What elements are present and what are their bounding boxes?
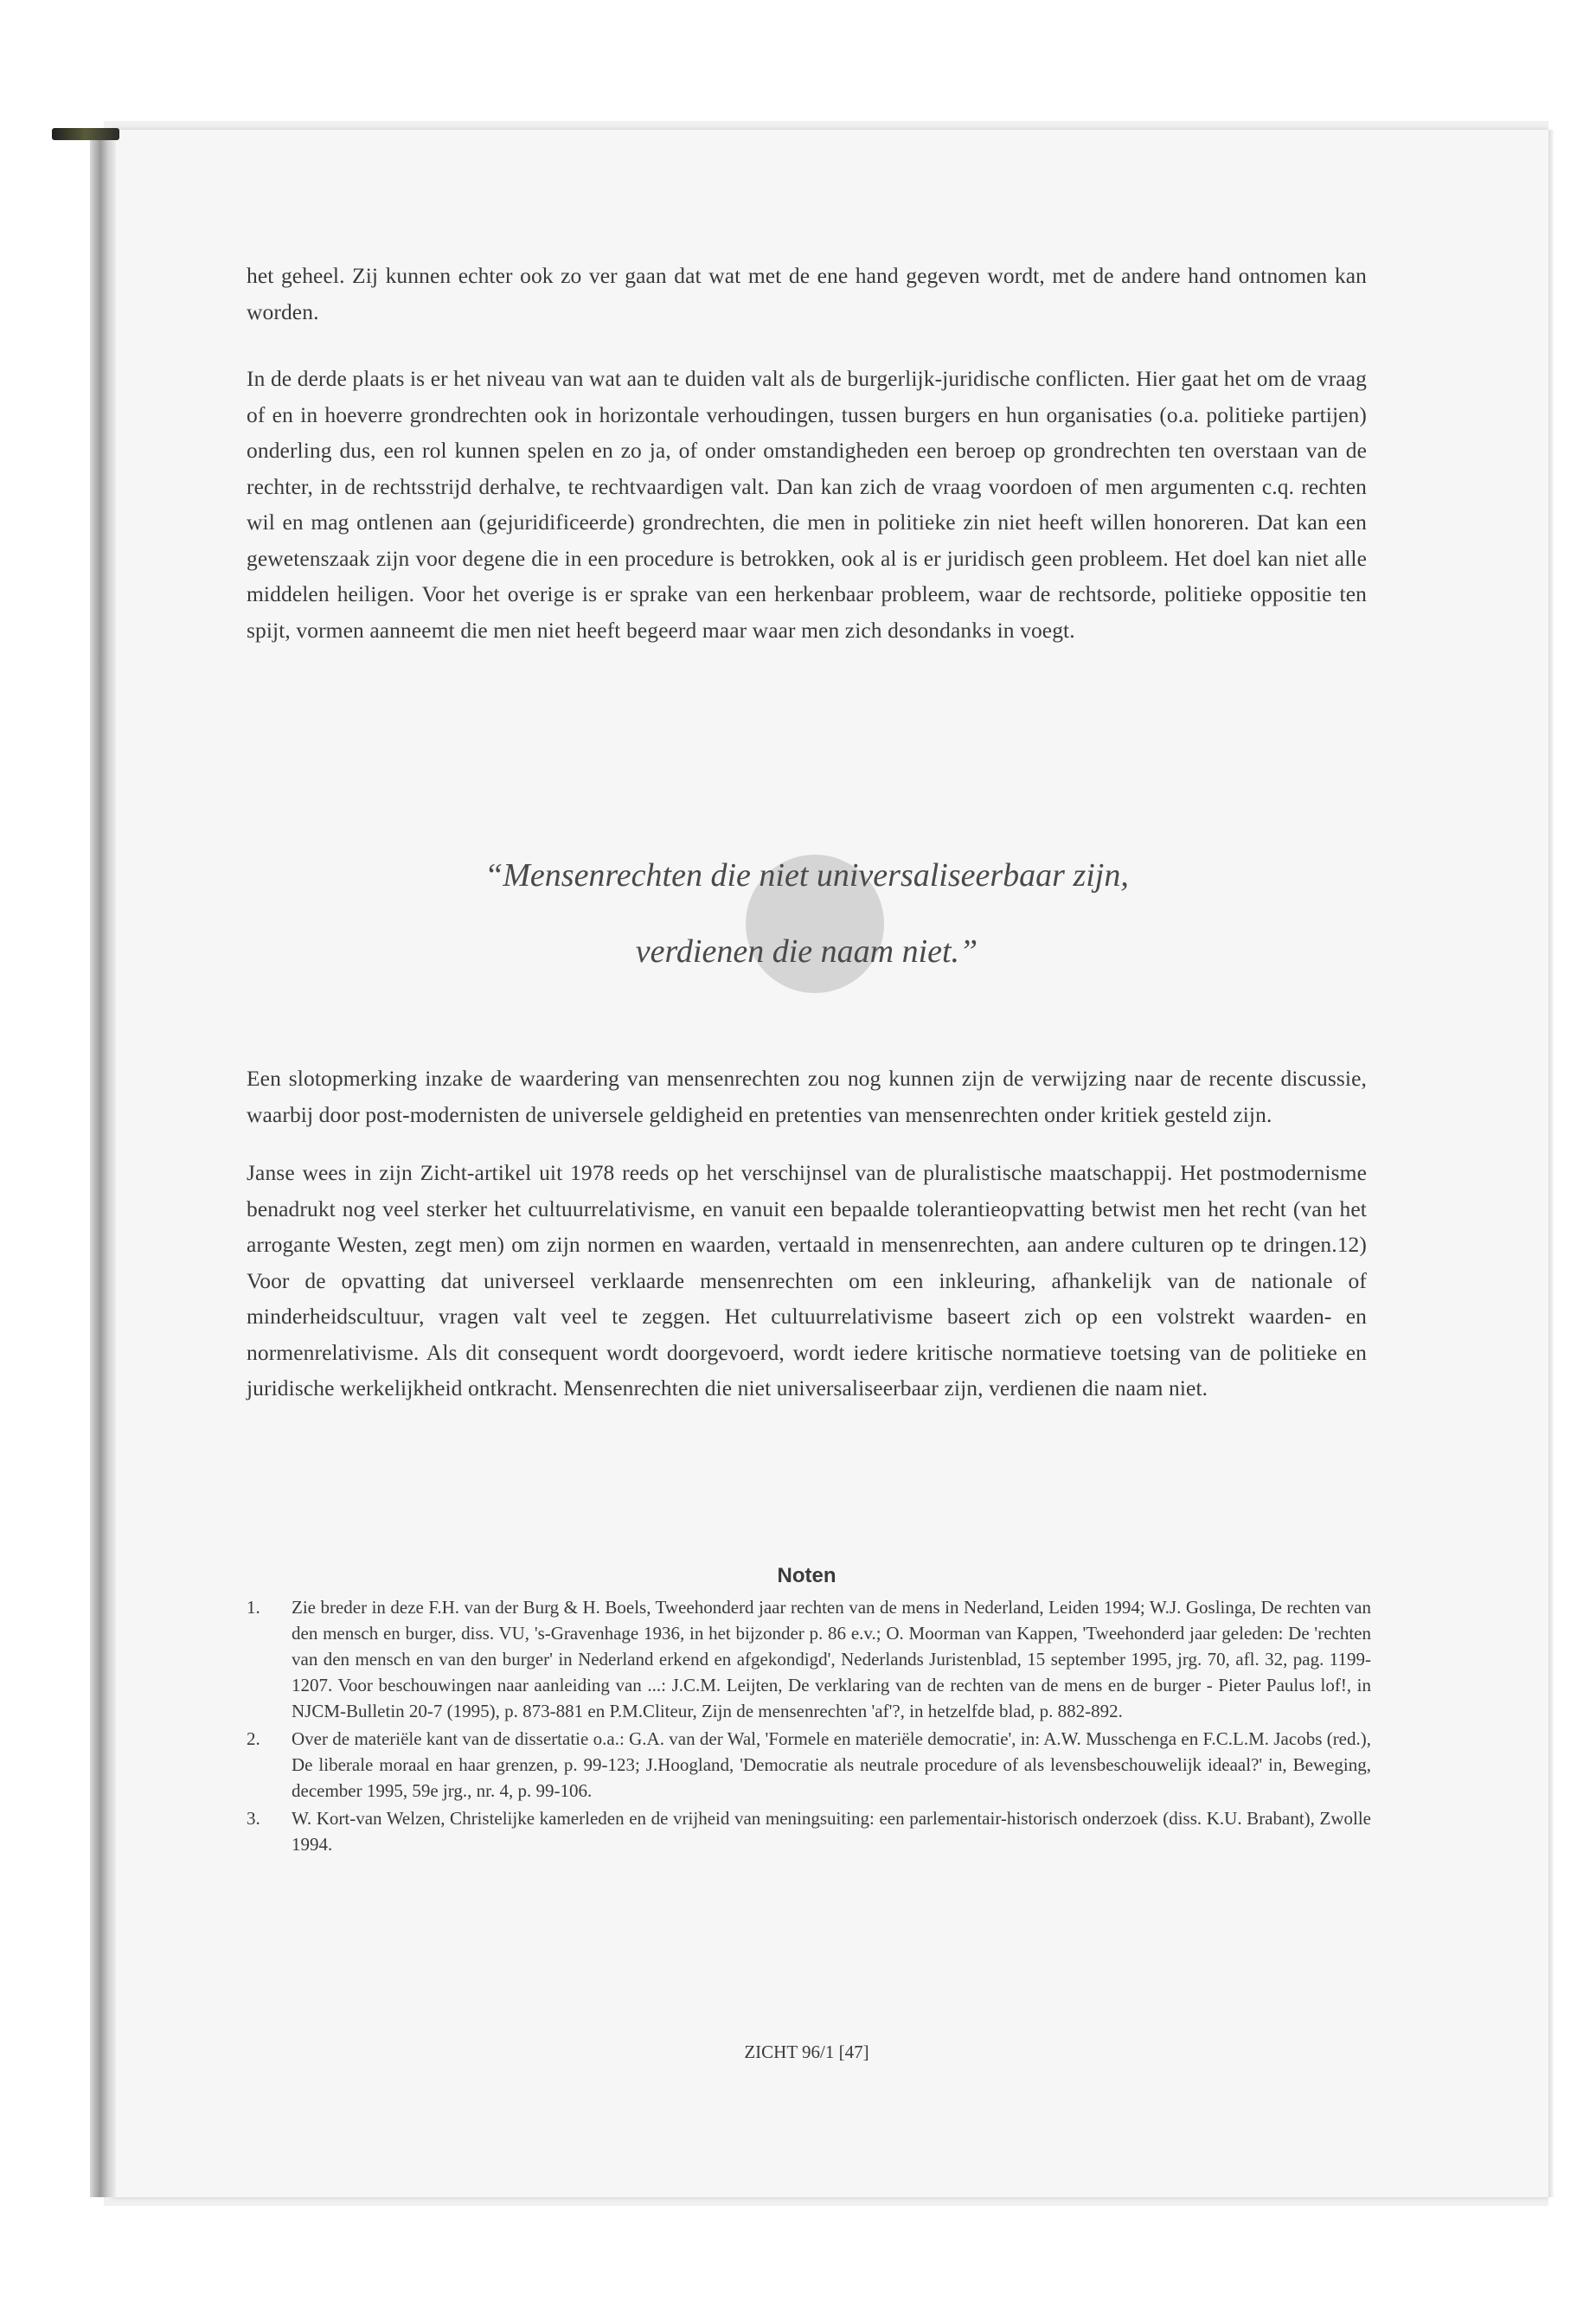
body-paragraph-3: Een slotopmerking inzake de waardering van mensenrechten zou nog kunnen zijn de verwijzing naar de recente discussie, waarbij door post-modernisten de universele geldigheid en pretenties van mensenrechten onder kritiek gesteld zijn. xyxy=(247,1066,1367,1127)
note-number: 1. xyxy=(247,1597,260,1618)
note-text: Zie breder in deze F.H. van der Burg & H. Boels, Tweehonderd jaar rechten van de mens in Nederland, Leiden 1994; W.J. Goslinga, De rechten van den mensch en burger, diss. VU, 's-Gravenhage 1936, in het bijzonder p. 86 e.v.; O. Moorman van Kappen, 'Tweehonderd jaar geleden: De 'rechten van den mensch en van den burger' in Nederland erkend en afgekondigd', Nederlands Juristenblad, 15 september 1995, jrg. 70, afl. 32, pag. 1199-1207. Voor beschouwingen naar aanleiding van ...: J.C.M. Leijten, De verklaring van de rechten van de mens en de burger - Pieter Paulus lof!, in NJCM-Bulletin 20-7 (1995), p. 873-881 en P.M.Cliteur, Zijn de mensenrechten 'af'?, in hetzelfde blad, p. 882-892. xyxy=(292,1597,1371,1721)
note-item xyxy=(247,1726,1371,1804)
pull-quote-line-1: “Mensenrechten die niet universaliseerbaar zijn, xyxy=(484,857,1129,894)
note-number: 2. xyxy=(247,1728,260,1749)
note-item xyxy=(247,1805,1371,1857)
note-text: Over de materiële kant van de dissertatie o.a.: G.A. van der Wal, 'Formele en materiële democratie', in: A.W. Musschenga en F.C.L.M. Jacobs (red.), De liberale moraal en haar grenzen, p. 99-123; J.Hoogland, 'Democratie als neutrale procedure of als levensbeschouwelijk ideaal?' in, Beweging, december 1995, 59e jrg., nr. 4, p. 99-106. xyxy=(292,1728,1371,1801)
binding-clip xyxy=(52,128,119,140)
body-paragraph-1: het geheel. Zij kunnen echter ook zo ver gaan dat wat met de ene hand gegeven wordt, met de andere hand ontnomen kan worden. xyxy=(247,263,1367,324)
body-paragraph-4: Janse wees in zijn Zicht-artikel uit 1978 reeds op het verschijnsel van de pluralistische maatschappij. Het postmodernisme benadrukt nog veel sterker het cultuurrelativisme, en vanuit een bepaalde tolerantieopvatting betwist men het recht (van het arrogante Westen, zegt men) om zijn normen en waarden, vertaald in mensenrechten, aan andere culturen op te dringen.12) Voor de opvatting dat universeel verklaarde mensenrechten om een inkleuring, afhankelijk van de nationale of minderheidscultuur, vragen valt veel te zeggen. Het cultuurrelativisme baseert zich op een volstrekt waarden- en normenrelativisme. Als dit consequent wordt doorgevoerd, wordt iedere kritische normatieve toetsing van de politieke en juridische werkelijkheid ontkracht. Mensenrechten die niet universaliseerbaar zijn, verdienen die naam niet. xyxy=(247,1160,1367,1400)
note-number: 3. xyxy=(247,1808,260,1829)
book-binding xyxy=(90,130,116,2197)
pull-quote-line-2: verdienen die naam niet.” xyxy=(635,933,978,970)
page-folio: ZICHT 96/1 [47] xyxy=(744,2041,869,2062)
note-item xyxy=(247,1594,1371,1724)
page-edge xyxy=(1548,130,1554,2197)
notes-list xyxy=(247,1594,1371,1859)
note-text: W. Kort-van Welzen, Christelijke kamerleden en de vrijheid van meningsuiting: een parlementair-historisch onderzoek (diss. K.U. Brabant), Zwolle 1994. xyxy=(292,1808,1371,1855)
notes-heading: Noten xyxy=(777,1564,836,1587)
body-paragraph-2: In de derde plaats is er het niveau van wat aan te duiden valt als de burgerlijk-juridische conflicten. Hier gaat het om de vraag of en in hoeverre grondrechten ook in horizontale verhoudingen, tussen burgers en hun organisaties (o.a. politieke partijen) onderling dus, een rol kunnen spelen en zo ja, of onder omstandigheden een beroep op grondrechten ten overstaan van de rechter, in de rechtsstrijd derhalve, te rechtvaardigen valt. Dan kan zich de vraag voordoen of men argumenten c.q. rechten wil en mag ontlenen aan (gejuridificeerde) grondrechten, die men in politieke zin niet heeft willen honoreren. Dat kan een gewetenszaak zijn voor degene die in een procedure is betrokken, ook al is er juridisch geen probleem. Het doel kan niet alle middelen heiligen. Voor het overige is er sprake van een herkenbaar probleem, waar de rechtsorde, politieke oppositie ten spijt, vormen aanneemt die men niet heeft begeerd maar waar men zich desondanks in voegt. xyxy=(247,366,1367,643)
